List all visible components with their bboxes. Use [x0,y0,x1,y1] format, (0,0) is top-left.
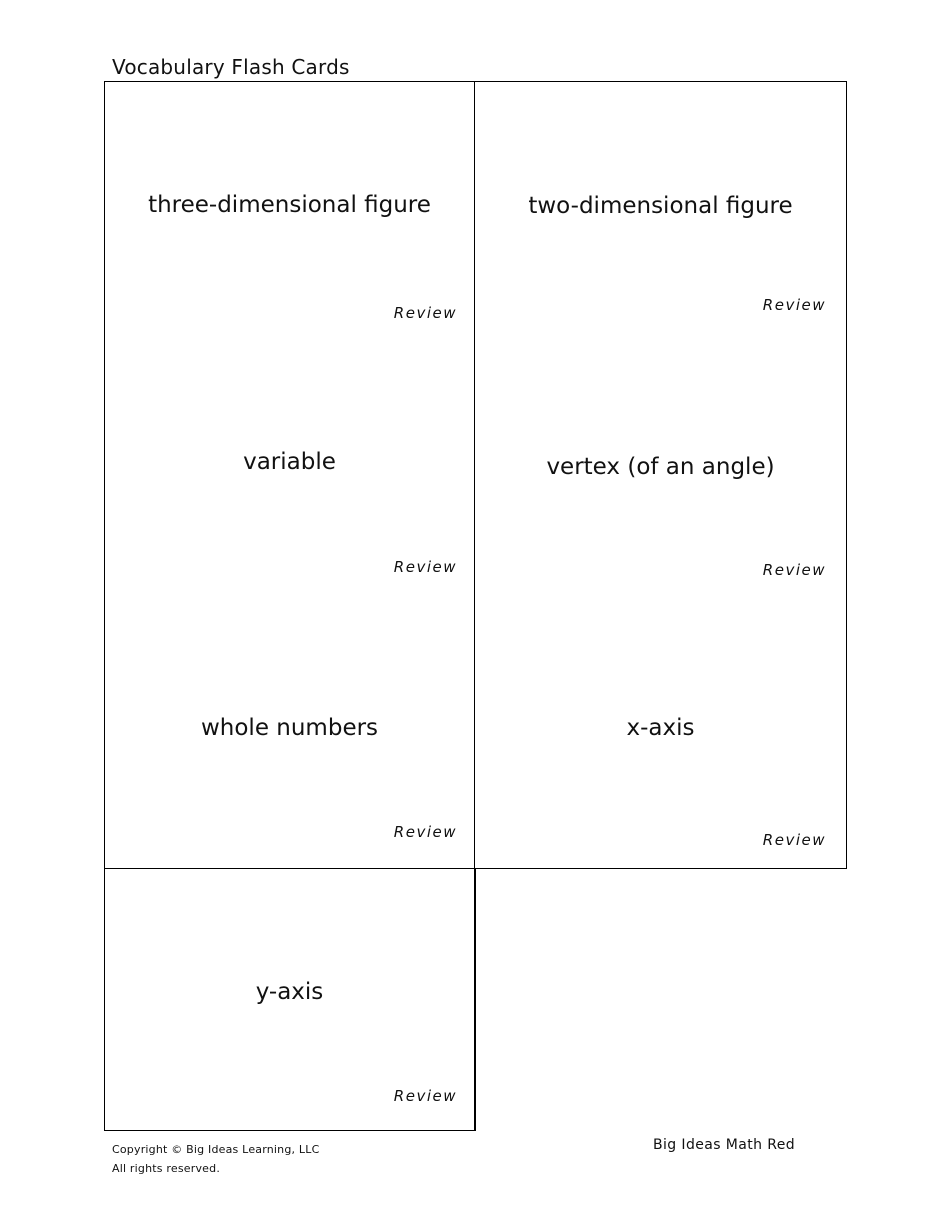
card-review-tag: Review [393,558,457,576]
card-term: y-axis [255,979,324,1005]
flash-card [104,343,476,607]
card-term: two-dimensional figure [528,193,793,219]
flash-card [104,605,476,869]
copyright-line: Copyright © Big Ideas Learning, LLC [112,1143,320,1156]
flash-card [474,81,847,345]
card-review-tag: Review [393,1087,457,1105]
card-review-tag: Review [762,561,826,579]
card-term: three-dimensional figure [148,192,431,218]
brand-name: Big Ideas Math Red [653,1137,796,1153]
flash-card [474,605,847,869]
rights-line: All rights reserved. [112,1162,221,1175]
page-title: Vocabulary Flash Cards [112,55,350,79]
card-review-tag: Review [393,823,457,841]
flash-card [474,343,847,607]
card-term: variable [243,449,336,475]
card-review-tag: Review [762,296,826,314]
copyright-notice [112,1140,319,1178]
flash-card [104,868,476,1131]
flash-card [104,81,476,345]
card-review-tag: Review [393,304,457,322]
card-term: vertex (of an angle) [546,454,775,480]
card-term: x-axis [626,715,695,741]
card-term: whole numbers [200,715,379,741]
card-review-tag: Review [762,831,826,849]
